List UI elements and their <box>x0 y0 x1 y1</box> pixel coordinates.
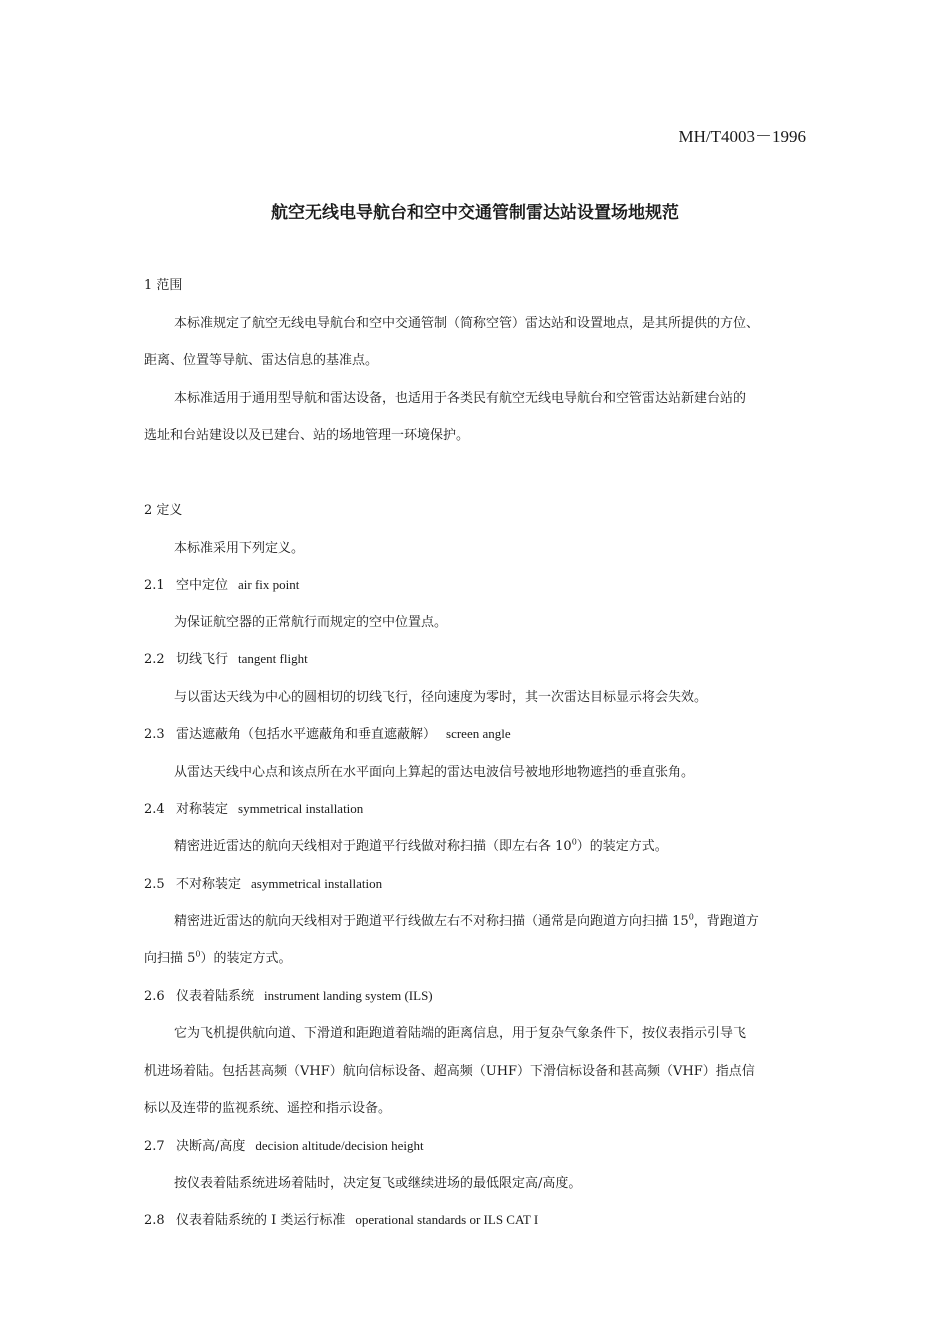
text-part: ，背跑道方 <box>693 914 759 929</box>
degree-superscript: 0 <box>688 912 694 922</box>
section-1-paragraph-1-line-1: 本标准规定了航空无线电导航台和空中交通管制（简称空管）雷达站和设置地点，是其所提供的方位、 <box>174 316 760 331</box>
clause-number: 2.3 <box>144 727 165 742</box>
text-part: 精密进近雷达的航向天线相对于跑道平行线做对称扫描（即左右各 10 <box>174 839 572 854</box>
definition-2-7-term <box>144 1135 806 1154</box>
term-zh: 切线飞行 <box>176 652 229 667</box>
section-1-paragraph-2-line-1: 本标准适用于通用型导航和雷达设备，也适用于各类民有航空无线电导航台和空管雷达站新建台站的 <box>174 391 747 406</box>
definition-2-5-text-line-2 <box>144 947 806 966</box>
clause-number: 2.1 <box>144 578 165 593</box>
text-part: 精密进近雷达的航向天线相对于跑道平行线做左右不对称扫描（通常是向跑道方向扫描 15 <box>174 914 689 929</box>
term-en: screen angle <box>446 726 511 741</box>
definition-2-1-term <box>144 574 806 593</box>
section-1-paragraph-1-line-2: 距离、位置等导航、雷达信息的基准点。 <box>144 353 379 368</box>
definition-2-3-text: 从雷达天线中心点和该点所在水平面向上算起的雷达电波信号被地形地物遮挡的垂直张角。 <box>174 765 695 780</box>
document-title: 航空无线电导航台和空中交通管制雷达站设置场地规范 <box>271 203 679 223</box>
section-1-heading: 1 范围 <box>144 278 183 293</box>
definition-2-3-term <box>144 723 806 742</box>
term-zh: 雷达遮蔽角（包括水平遮蔽角和垂直遮蔽解） <box>176 727 437 742</box>
term-zh: 对称装定 <box>176 802 229 817</box>
definition-2-1-text: 为保证航空器的正常航行而规定的空中位置点。 <box>174 615 448 630</box>
term-zh: 决断高/高度 <box>176 1139 246 1154</box>
section-2-heading: 2 定义 <box>144 503 183 518</box>
term-en: operational standards or ILS CAT I <box>355 1212 539 1227</box>
definition-2-6-term <box>144 985 806 1004</box>
definition-2-4-term <box>144 798 806 817</box>
section-1-paragraph-2-line-2: 选址和台站建设以及已建台、站的场地管理一环境保护。 <box>144 428 470 443</box>
definition-2-5-term <box>144 873 806 892</box>
definition-2-5-text-line-1 <box>174 910 806 929</box>
definition-2-2-text: 与以雷达天线为中心的圆相切的切线飞行，径向速度为零时，其一次雷达目标显示将会失效。 <box>174 690 708 705</box>
standard-code: MH/T4003－1996 <box>678 127 806 146</box>
section-2-intro: 本标准采用下列定义。 <box>174 541 305 556</box>
term-en: symmetrical installation <box>238 801 364 816</box>
definition-2-6-text-line-1: 它为飞机提供航向道、下滑道和距跑道着陆端的距离信息，用于复杂气象条件下，按仪表指示引导飞 <box>174 1026 747 1041</box>
term-en: tangent flight <box>238 651 308 666</box>
term-en: asymmetrical installation <box>251 876 383 891</box>
clause-number: 2.8 <box>144 1213 165 1228</box>
definition-2-7-text: 按仪表着陆系统进场着陆时，决定复飞或继续进场的最低限定高/高度。 <box>174 1176 582 1191</box>
term-zh: 仪表着陆系统 <box>176 989 255 1004</box>
definition-2-8-term <box>144 1209 806 1228</box>
definition-2-6-text-line-3: 标以及连带的监视系统、遥控和指示设备。 <box>144 1101 392 1116</box>
term-zh: 空中定位 <box>176 578 229 593</box>
degree-superscript: 0 <box>195 949 201 959</box>
term-zh: 仪表着陆系统的 I 类运行标准 <box>176 1213 346 1228</box>
term-en: instrument landing system (ILS) <box>264 988 433 1003</box>
clause-number: 2.5 <box>144 877 165 892</box>
degree-superscript: 0 <box>571 837 577 847</box>
term-en: air fix point <box>238 577 300 592</box>
definition-2-6-text-line-2: 机进场着陆。包括甚高频（VHF）航向信标设备、超高频（UHF）下滑信标设备和甚高频（VHF）指点信 <box>144 1064 755 1079</box>
definition-2-4-text <box>174 835 806 854</box>
definition-2-2-term <box>144 648 806 667</box>
clause-number: 2.6 <box>144 989 165 1004</box>
text-part: ）的装定方式。 <box>576 839 668 854</box>
clause-number: 2.4 <box>144 802 165 817</box>
clause-number: 2.7 <box>144 1139 165 1154</box>
text-part: 向扫描 5 <box>144 951 196 966</box>
term-en: decision altitude/decision height <box>255 1138 424 1153</box>
clause-number: 2.2 <box>144 652 165 667</box>
term-zh: 不对称装定 <box>176 877 242 892</box>
text-part: ）的装定方式。 <box>200 951 292 966</box>
